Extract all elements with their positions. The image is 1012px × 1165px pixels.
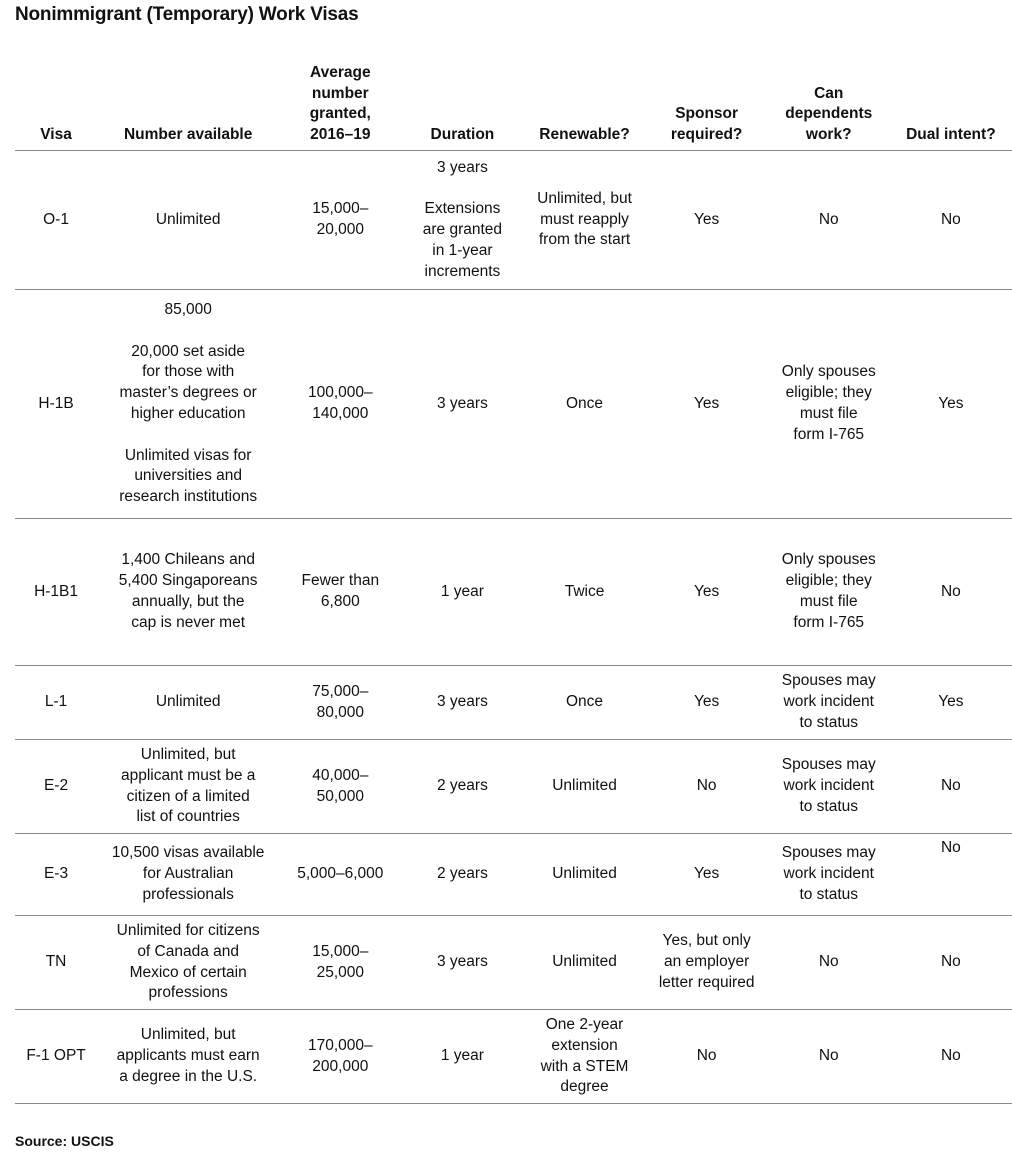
cell-dependents-work: Spouses may work incident to status xyxy=(768,740,890,834)
cell-visa: H-1B xyxy=(15,290,97,519)
cell-average-granted: 40,000– 50,000 xyxy=(279,740,401,834)
cell-dual-intent: No xyxy=(890,1010,1012,1104)
cell-renewable: Unlimited, but must reapply from the start xyxy=(523,151,645,290)
cell-dual-intent: No xyxy=(890,834,1012,916)
cell-average-granted: 15,000– 25,000 xyxy=(279,916,401,1010)
cell-visa: L-1 xyxy=(15,666,97,740)
cell-visa: E-3 xyxy=(15,834,97,916)
table-row xyxy=(15,290,1012,519)
header-dependents-work: Can dependents work? xyxy=(768,62,890,151)
header-average-granted: Average number granted, 2016–19 xyxy=(279,62,401,151)
cell-sponsor-required: Yes xyxy=(646,666,768,740)
cell-dependents-work: Spouses may work incident to status xyxy=(768,666,890,740)
table-row xyxy=(15,740,1012,834)
cell-renewable: One 2-year extension with a STEM degree xyxy=(523,1010,645,1104)
cell-visa: F-1 OPT xyxy=(15,1010,97,1104)
cell-dual-intent: Yes xyxy=(890,290,1012,519)
cell-renewable: Unlimited xyxy=(523,740,645,834)
cell-dual-intent: No xyxy=(890,519,1012,666)
cell-visa: TN xyxy=(15,916,97,1010)
table-row xyxy=(15,519,1012,666)
cell-average-granted: 75,000– 80,000 xyxy=(279,666,401,740)
cell-renewable: Once xyxy=(523,290,645,519)
cell-dependents-work: Spouses may work incident to status xyxy=(768,834,890,916)
cell-number-available: Unlimited xyxy=(97,666,279,740)
table-row xyxy=(15,151,1012,290)
header-number-available: Number available xyxy=(97,62,279,151)
cell-duration: 3 years xyxy=(401,666,523,740)
cell-number-available: 85,000 20,000 set aside for those with master’s degrees or higher education Unlimited visas for universities and research institutions xyxy=(97,290,279,519)
cell-sponsor-required: Yes xyxy=(646,834,768,916)
cell-dependents-work: No xyxy=(768,151,890,290)
header-renewable: Renewable? xyxy=(523,62,645,151)
header-duration: Duration xyxy=(401,62,523,151)
table-row xyxy=(15,916,1012,1010)
cell-renewable: Once xyxy=(523,666,645,740)
cell-dual-intent: No xyxy=(890,916,1012,1010)
cell-renewable: Unlimited xyxy=(523,916,645,1010)
cell-number-available: Unlimited, but applicant must be a citizen of a limited list of countries xyxy=(97,740,279,834)
cell-sponsor-required: Yes, but only an employer letter required xyxy=(646,916,768,1010)
cell-sponsor-required: No xyxy=(646,1010,768,1104)
cell-average-granted: 15,000– 20,000 xyxy=(279,151,401,290)
table-row xyxy=(15,666,1012,740)
header-row xyxy=(15,62,1012,151)
table-row xyxy=(15,1010,1012,1104)
cell-number-available: Unlimited for citizens of Canada and Mexico of certain professions xyxy=(97,916,279,1010)
cell-dependents-work: No xyxy=(768,916,890,1010)
cell-duration: 2 years xyxy=(401,740,523,834)
table-row xyxy=(15,834,1012,916)
cell-number-available: Unlimited xyxy=(97,151,279,290)
cell-duration: 2 years xyxy=(401,834,523,916)
cell-duration: 1 year xyxy=(401,1010,523,1104)
cell-dependents-work: Only spouses eligible; they must file form I-765 xyxy=(768,290,890,519)
header-visa: Visa xyxy=(15,62,97,151)
cell-duration: 3 years Extensions are granted in 1-year increments xyxy=(401,151,523,290)
cell-duration: 1 year xyxy=(401,519,523,666)
cell-visa: O-1 xyxy=(15,151,97,290)
page-title: Nonimmigrant (Temporary) Work Visas xyxy=(15,4,359,25)
cell-dual-intent: Yes xyxy=(890,666,1012,740)
header-sponsor-required: Sponsor required? xyxy=(646,62,768,151)
cell-average-granted: 5,000–6,000 xyxy=(279,834,401,916)
cell-renewable: Twice xyxy=(523,519,645,666)
cell-dependents-work: Only spouses eligible; they must file form I-765 xyxy=(768,519,890,666)
cell-visa: E-2 xyxy=(15,740,97,834)
cell-average-granted: 100,000– 140,000 xyxy=(279,290,401,519)
cell-visa: H-1B1 xyxy=(15,519,97,666)
cell-sponsor-required: No xyxy=(646,740,768,834)
cell-duration: 3 years xyxy=(401,916,523,1010)
cell-number-available: 1,400 Chileans and 5,400 Singaporeans annually, but the cap is never met xyxy=(97,519,279,666)
cell-dependents-work: No xyxy=(768,1010,890,1104)
cell-sponsor-required: Yes xyxy=(646,290,768,519)
cell-average-granted: 170,000– 200,000 xyxy=(279,1010,401,1104)
cell-duration: 3 years xyxy=(401,290,523,519)
cell-renewable: Unlimited xyxy=(523,834,645,916)
cell-sponsor-required: Yes xyxy=(646,519,768,666)
cell-number-available: Unlimited, but applicants must earn a degree in the U.S. xyxy=(97,1010,279,1104)
visa-table xyxy=(15,62,1012,1104)
cell-sponsor-required: Yes xyxy=(646,151,768,290)
cell-number-available: 10,500 visas available for Australian professionals xyxy=(97,834,279,916)
cell-average-granted: Fewer than 6,800 xyxy=(279,519,401,666)
cell-dual-intent: No xyxy=(890,740,1012,834)
cell-dual-intent: No xyxy=(890,151,1012,290)
source-note: Source: USCIS xyxy=(15,1133,114,1149)
header-dual-intent: Dual intent? xyxy=(890,62,1012,151)
